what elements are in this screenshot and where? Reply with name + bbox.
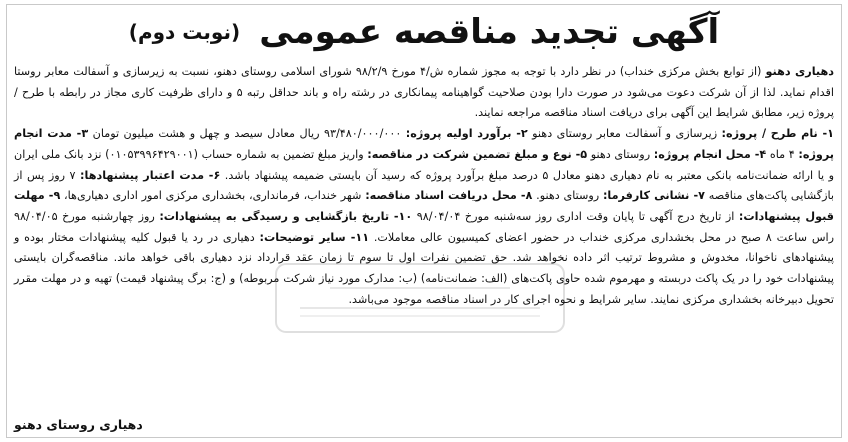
item-label: ۸- محل دریافت اسناد مناقصه: [365,189,533,203]
item-text: شهر خنداب، فرمانداری، بخشداری مرکزی امور اداری دهیاری‌ها، [60,189,366,203]
notice-body [14,62,834,432]
item-text: روز چهارشنبه مورخ ۹۸/۰۴/۰۵ راس ساعت ۸ صبح در محل بخشداری مرکزی خنداب در حضور اعضای کمیسیون عالی معاملات. [14,209,834,244]
item-label: ۵- نوع و مبلغ تضمین شرکت در مناقصه: [367,147,588,161]
notice-header [0,6,848,58]
item-label: ۲- برآورد اولیه پروژه: [405,127,528,141]
issuer-name: دهیاری دهنو [765,65,834,78]
item-text: زیرسازی و آسفالت معابر روستای دهنو [527,127,722,141]
item-label: ۷- نشانی کارفرما: [602,189,705,203]
item-text: از تاریخ درج آگهی تا پایان وقت اداری روز سه‌شنبه مورخ ۹۸/۰۴/۰۴ [412,209,739,223]
item-label: ۱۰- تاریخ بازگشایی و رسیدگی به پیشنهادات: [159,209,413,223]
item-label: ۶- مدت اعتبار پیشنهادها: [80,168,221,182]
item-text: ۹۳/۴۸۰/۰۰۰/۰۰۰ ریال معادل سیصد و چهل و هشت میلیون تومان [88,127,406,141]
item-text: روستای دهنو [587,147,654,161]
signature: دهیاری روستای دهنو [14,417,143,432]
notice-title: آگهی تجدید مناقصه عمومی [259,12,720,52]
notice-round: (نوبت دوم) [128,20,241,44]
notice-items [14,124,834,310]
item-label: ۳- مدت انجام پروژه: [14,127,835,161]
item-text: واریز مبلغ تضمین به شماره حساب (۰۱۰۵۳۹۹۶۴۲۹۰۰۱) نزد بانک ملی ایران و یا ارائه ضمانت‌نامه بانکی معتبر به نام دهیاری دهنو معادل ۵ درصد مبلغ برآورد پروژه که رسید آن بایستی ضمیمه پیشنهاد باشد. [14,147,835,182]
intro-text: (از توابع بخش مرکزی خنداب) در نظر دارد با توجه به مجوز شماره ش/۴ مورخ ۹۸/۲/۹ شورای اسلامی روستای دهنو، نسبت به زیرسازی و آسفالت معابر روستا اقدام نماید. لذا از آن شرکت دعوت می‌شود در صورت دارا بودن صلاحیت گواهینامه پیمانکاری در رشته راه و باند حداقل رتبه ۵ و دارای ظرفیت کاری مجاز در رابطه با طرح / پروژه زیر، مطابق شرایط این آگهی برای دریافت اسناد مناقصه مراجعه نمایند. [14,65,834,120]
item-text: ۷ روز پس از بازگشایی پاکت‌های مناقصه [14,168,834,203]
item-label: ۱۱- سایر توضیحات: [259,230,370,244]
item-text: دهیاری در رد یا قبول کلیه پیشنهادات مختار بوده و پیشنهادهای ناخوانا، مخدوش و مشروط ترتیب اثر داده نخواهد شد. حق تضمین نفرات اول تا سوم تا زمان عقد قرارداد نزد دهیاری باقی خواهد ماند. مناقصه‌گران بایستی پیشنهادات خود را در یک پاکت دربسته و مهرموم شده حاوی پاکت‌های (الف: ضمانت‌نامه) (ب: مدارک مورد نیاز شرکت مربوطه) و (ج: برگ پیشنهاد قیمت) تهیه و در مهلت مقرر تحویل دبیرخانه بخشداری مرکزی نمایند. سایر شرایط و نحوه اجرای کار در اسناد مناقصه موجود می‌باشد. [14,230,834,306]
item-text: ۴ ماه [766,147,799,161]
notice-paragraph [14,62,834,124]
item-label: ۴- محل انجام پروژه: [653,147,767,161]
item-text: روستای دهنو. [532,189,603,203]
item-label: ۹- مهلت قبول پیشنهادات: [14,189,834,223]
item-label: ۱- نام طرح / پروژه: [721,127,834,141]
